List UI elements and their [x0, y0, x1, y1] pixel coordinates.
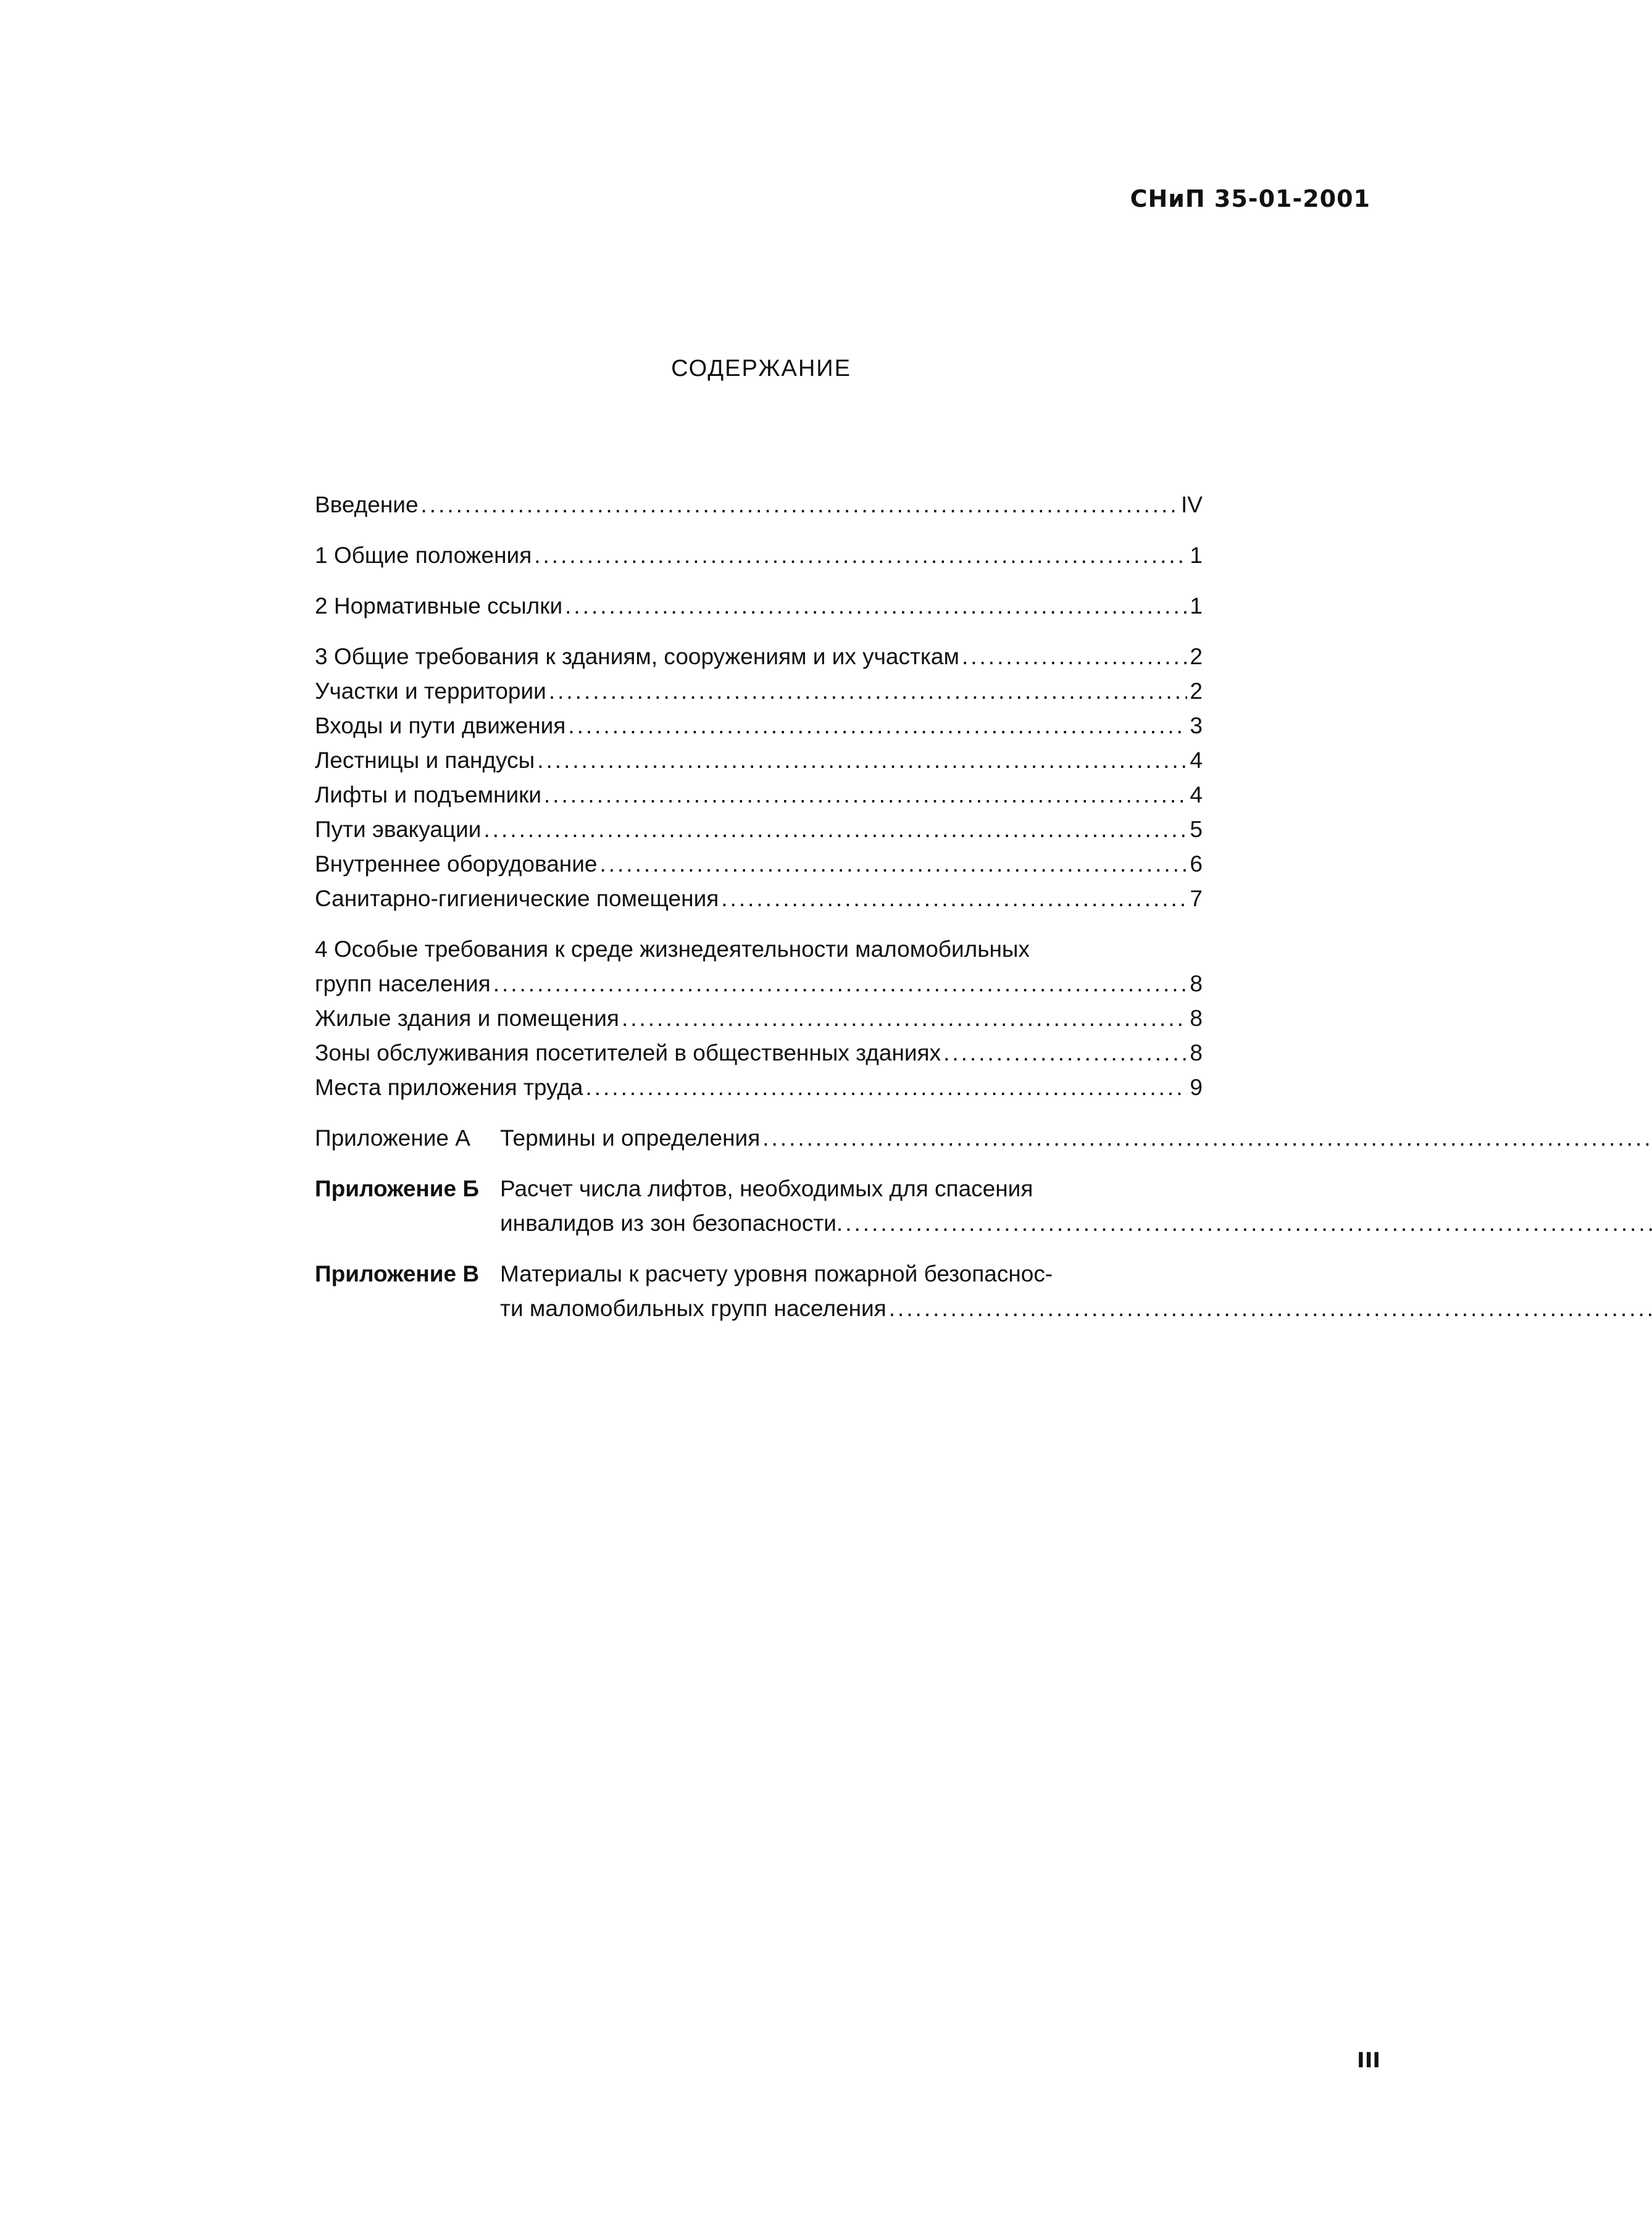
- toc-entry-page: 9: [1190, 1075, 1203, 1100]
- document-code: СНиП 35-01-2001: [1130, 185, 1370, 212]
- page-number: III: [1357, 2048, 1380, 2073]
- appendix-entry[interactable]: [315, 1172, 1203, 1241]
- toc-entry-text: Лифты и подъемники: [315, 782, 542, 807]
- appendix-title: Расчет числа лифтов, необходимых для спасения: [500, 1176, 1033, 1201]
- leader-dots: [845, 1206, 1652, 1241]
- appendix-title-continued: инвалидов из зон безопасности.: [500, 1211, 843, 1236]
- leader-dots: [762, 1121, 1652, 1156]
- toc-entry-text: 4 Особые требования к среде жизнедеятельности маломобильных: [315, 936, 1030, 962]
- toc-entry-text: Зоны обслуживания посетителей в общественных зданиях: [315, 1040, 941, 1065]
- toc-entry-text: Санитарно-гигиенические помещения: [315, 886, 719, 911]
- toc-entry-text-continued: групп населения: [315, 971, 491, 996]
- toc-entry-page: IV: [1181, 492, 1203, 517]
- toc-entry[interactable]: [315, 709, 1203, 743]
- toc-entry-page: 1: [1190, 593, 1203, 619]
- toc-entry-page: 3: [1190, 713, 1203, 738]
- toc-entry[interactable]: [315, 743, 1203, 778]
- toc-entry-text: Лестницы и пандусы: [315, 748, 535, 773]
- toc-entry[interactable]: [315, 881, 1203, 916]
- toc-entry-page: 6: [1190, 851, 1203, 877]
- toc-entry-text: Пути эвакуации: [315, 817, 482, 842]
- toc-entry-text: 2 Нормативные ссылки: [315, 593, 563, 619]
- toc-entry-text: Жилые здания и помещения: [315, 1006, 619, 1031]
- appendix-label: Приложение А: [315, 1125, 470, 1151]
- toc-entry-page: 2: [1190, 678, 1203, 704]
- appendix-label: Приложение Б: [315, 1176, 479, 1201]
- leader-dots: [549, 674, 1188, 709]
- appendix-entry[interactable]: [315, 1121, 1203, 1156]
- toc-entry-page: 4: [1190, 748, 1203, 773]
- leader-dots: [599, 847, 1187, 881]
- toc-entry-page: 4: [1190, 782, 1203, 807]
- appendix-entry[interactable]: [315, 1257, 1203, 1326]
- leader-dots: [622, 1001, 1187, 1036]
- table-of-contents: [315, 488, 1203, 1326]
- leader-dots: [537, 743, 1187, 778]
- toc-entry[interactable]: [315, 488, 1203, 522]
- toc-entry[interactable]: [315, 847, 1203, 881]
- toc-title: СОДЕРЖАНИЕ: [671, 356, 851, 381]
- toc-entry-text: 3 Общие требования к зданиям, сооружениям и их участкам: [315, 644, 959, 669]
- leader-dots: [544, 778, 1187, 812]
- toc-entry[interactable]: [315, 778, 1203, 812]
- appendix-label: Приложение В: [315, 1261, 480, 1286]
- toc-entry[interactable]: [315, 1036, 1203, 1070]
- toc-entry-text: Введение: [315, 492, 419, 517]
- appendix-title: Материалы к расчету уровня пожарной безопаснос-: [500, 1261, 1053, 1286]
- leader-dots: [962, 640, 1187, 674]
- leader-dots: [421, 488, 1179, 522]
- toc-entry-text: Участки и территории: [315, 678, 546, 704]
- appendix-title-continued: ти маломобильных групп населения: [500, 1296, 886, 1321]
- leader-dots: [483, 812, 1187, 847]
- toc-entry[interactable]: [315, 1070, 1203, 1105]
- toc-entry-text: Внутреннее оборудование: [315, 851, 598, 877]
- toc-entry[interactable]: [315, 674, 1203, 709]
- toc-entry-page: 7: [1190, 886, 1203, 911]
- toc-entry-text: Входы и пути движения: [315, 713, 566, 738]
- toc-entry[interactable]: [315, 589, 1203, 623]
- appendix-title: Термины и определения: [500, 1125, 761, 1151]
- leader-dots: [568, 709, 1187, 743]
- toc-entry[interactable]: [315, 932, 1203, 1001]
- toc-entry-page: 8: [1190, 971, 1203, 996]
- leader-dots: [534, 538, 1187, 573]
- toc-entry-page: 2: [1190, 644, 1203, 669]
- leader-dots: [889, 1291, 1652, 1326]
- leader-dots: [721, 881, 1187, 916]
- toc-entry-page: 1: [1190, 543, 1203, 568]
- leader-dots: [493, 967, 1188, 1001]
- toc-entry[interactable]: [315, 812, 1203, 847]
- toc-entry-page: 8: [1190, 1040, 1203, 1065]
- toc-entry-page: 8: [1190, 1006, 1203, 1031]
- leader-dots: [565, 589, 1187, 623]
- leader-dots: [585, 1070, 1187, 1105]
- toc-entry[interactable]: [315, 640, 1203, 674]
- toc-entry-text: Места приложения труда: [315, 1075, 583, 1100]
- toc-entry-page: 5: [1190, 817, 1203, 842]
- leader-dots: [943, 1036, 1187, 1070]
- toc-entry-text: 1 Общие положения: [315, 543, 532, 568]
- toc-entry[interactable]: [315, 538, 1203, 573]
- toc-entry[interactable]: [315, 1001, 1203, 1036]
